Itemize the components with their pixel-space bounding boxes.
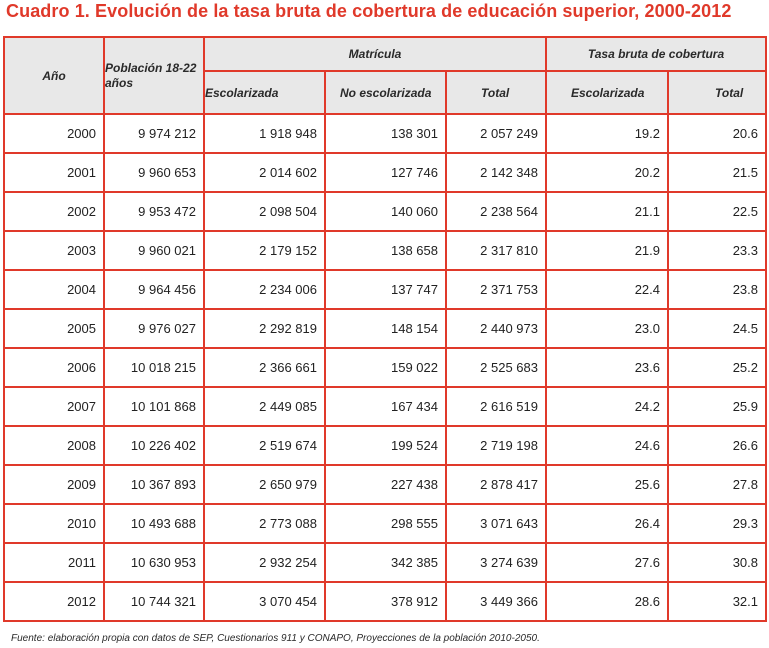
- cell-anio: 2009: [4, 465, 104, 504]
- cell-poblacion: 9 964 456: [104, 270, 204, 309]
- table-row: [4, 582, 766, 621]
- source-footnote: Fuente: elaboración propia con datos de SEP, Cuestionarios 911 y CONAPO, Proyecciones de la población 2010-2050.: [11, 633, 540, 644]
- cell-tasa-escolarizada: 21.9: [546, 231, 668, 270]
- header-tasa-escolarizada: Escolarizada: [546, 71, 668, 114]
- table-row: [4, 348, 766, 387]
- cell-no-escolarizada: 199 524: [325, 426, 446, 465]
- header-poblacion: Población 18-22 años: [104, 37, 204, 114]
- cell-tasa-total: 23.3: [668, 231, 766, 270]
- coverage-table: [3, 36, 767, 622]
- cell-total: 3 449 366: [446, 582, 546, 621]
- cell-anio: 2005: [4, 309, 104, 348]
- cell-no-escolarizada: 138 658: [325, 231, 446, 270]
- cell-no-escolarizada: 342 385: [325, 543, 446, 582]
- cell-no-escolarizada: 378 912: [325, 582, 446, 621]
- cell-anio: 2001: [4, 153, 104, 192]
- cell-anio: 2007: [4, 387, 104, 426]
- cell-anio: 2010: [4, 504, 104, 543]
- cell-no-escolarizada: 167 434: [325, 387, 446, 426]
- cell-no-escolarizada: 227 438: [325, 465, 446, 504]
- header-total: Total: [446, 71, 546, 114]
- cell-escolarizada: 2 519 674: [204, 426, 325, 465]
- table-title: Cuadro 1. Evolución de la tasa bruta de cobertura de educación superior, 2000-2012: [6, 1, 732, 21]
- cell-total: 3 071 643: [446, 504, 546, 543]
- cell-tasa-total: 23.8: [668, 270, 766, 309]
- header-matricula: Matrícula: [204, 37, 546, 71]
- cell-total: 2 057 249: [446, 114, 546, 153]
- cell-escolarizada: 2 449 085: [204, 387, 325, 426]
- cell-anio: 2004: [4, 270, 104, 309]
- table-row: [4, 270, 766, 309]
- cell-total: 2 719 198: [446, 426, 546, 465]
- cell-no-escolarizada: 148 154: [325, 309, 446, 348]
- cell-total: 2 525 683: [446, 348, 546, 387]
- cell-poblacion: 10 018 215: [104, 348, 204, 387]
- table-body: [4, 114, 766, 621]
- cell-tasa-total: 29.3: [668, 504, 766, 543]
- cell-tasa-escolarizada: 24.6: [546, 426, 668, 465]
- table-row: [4, 543, 766, 582]
- cell-total: 3 274 639: [446, 543, 546, 582]
- header-no-escolarizada: No escolarizada: [325, 71, 446, 114]
- cell-anio: 2012: [4, 582, 104, 621]
- cell-poblacion: 10 101 868: [104, 387, 204, 426]
- cell-poblacion: 9 953 472: [104, 192, 204, 231]
- cell-tasa-total: 32.1: [668, 582, 766, 621]
- table-row: [4, 309, 766, 348]
- cell-tasa-escolarizada: 25.6: [546, 465, 668, 504]
- cell-escolarizada: 3 070 454: [204, 582, 325, 621]
- cell-escolarizada: 2 292 819: [204, 309, 325, 348]
- cell-no-escolarizada: 159 022: [325, 348, 446, 387]
- cell-poblacion: 10 493 688: [104, 504, 204, 543]
- cell-no-escolarizada: 138 301: [325, 114, 446, 153]
- cell-tasa-total: 25.2: [668, 348, 766, 387]
- cell-no-escolarizada: 298 555: [325, 504, 446, 543]
- cell-tasa-escolarizada: 26.4: [546, 504, 668, 543]
- cell-anio: 2011: [4, 543, 104, 582]
- cell-total: 2 317 810: [446, 231, 546, 270]
- cell-tasa-escolarizada: 24.2: [546, 387, 668, 426]
- cell-tasa-total: 22.5: [668, 192, 766, 231]
- cell-poblacion: 10 744 321: [104, 582, 204, 621]
- cell-poblacion: 10 226 402: [104, 426, 204, 465]
- cell-tasa-total: 20.6: [668, 114, 766, 153]
- cell-tasa-total: 27.8: [668, 465, 766, 504]
- cell-no-escolarizada: 140 060: [325, 192, 446, 231]
- cell-escolarizada: 2 098 504: [204, 192, 325, 231]
- cell-tasa-escolarizada: 19.2: [546, 114, 668, 153]
- cell-tasa-escolarizada: 23.0: [546, 309, 668, 348]
- cell-escolarizada: 2 179 152: [204, 231, 325, 270]
- table-row: [4, 114, 766, 153]
- cell-tasa-escolarizada: 28.6: [546, 582, 668, 621]
- header-tasa: Tasa bruta de cobertura: [546, 37, 766, 71]
- cell-total: 2 878 417: [446, 465, 546, 504]
- table-row: [4, 231, 766, 270]
- cell-no-escolarizada: 137 747: [325, 270, 446, 309]
- cell-escolarizada: 2 014 602: [204, 153, 325, 192]
- header-escolarizada: Escolarizada: [204, 71, 325, 114]
- cell-tasa-escolarizada: 21.1: [546, 192, 668, 231]
- cell-escolarizada: 2 650 979: [204, 465, 325, 504]
- cell-escolarizada: 2 932 254: [204, 543, 325, 582]
- cell-escolarizada: 2 773 088: [204, 504, 325, 543]
- cell-total: 2 440 973: [446, 309, 546, 348]
- cell-escolarizada: 2 234 006: [204, 270, 325, 309]
- cell-total: 2 142 348: [446, 153, 546, 192]
- cell-poblacion: 9 960 021: [104, 231, 204, 270]
- cell-escolarizada: 2 366 661: [204, 348, 325, 387]
- cell-tasa-total: 25.9: [668, 387, 766, 426]
- cell-total: 2 371 753: [446, 270, 546, 309]
- cell-anio: 2008: [4, 426, 104, 465]
- table-row: [4, 465, 766, 504]
- cell-tasa-escolarizada: 23.6: [546, 348, 668, 387]
- cell-anio: 2003: [4, 231, 104, 270]
- cell-anio: 2002: [4, 192, 104, 231]
- cell-poblacion: 9 974 212: [104, 114, 204, 153]
- cell-anio: 2000: [4, 114, 104, 153]
- cell-poblacion: 10 367 893: [104, 465, 204, 504]
- cell-tasa-total: 26.6: [668, 426, 766, 465]
- cell-escolarizada: 1 918 948: [204, 114, 325, 153]
- table-row: [4, 192, 766, 231]
- table-row: [4, 426, 766, 465]
- cell-tasa-total: 30.8: [668, 543, 766, 582]
- header-anio: Año: [4, 37, 104, 114]
- table-row: [4, 504, 766, 543]
- cell-poblacion: 9 960 653: [104, 153, 204, 192]
- cell-tasa-escolarizada: 27.6: [546, 543, 668, 582]
- header-tasa-total: Total: [668, 71, 766, 114]
- cell-poblacion: 10 630 953: [104, 543, 204, 582]
- cell-total: 2 616 519: [446, 387, 546, 426]
- cell-tasa-escolarizada: 22.4: [546, 270, 668, 309]
- cell-no-escolarizada: 127 746: [325, 153, 446, 192]
- cell-tasa-total: 24.5: [668, 309, 766, 348]
- cell-total: 2 238 564: [446, 192, 546, 231]
- cell-tasa-total: 21.5: [668, 153, 766, 192]
- table-row: [4, 153, 766, 192]
- cell-tasa-escolarizada: 20.2: [546, 153, 668, 192]
- cell-anio: 2006: [4, 348, 104, 387]
- table-row: [4, 387, 766, 426]
- cell-poblacion: 9 976 027: [104, 309, 204, 348]
